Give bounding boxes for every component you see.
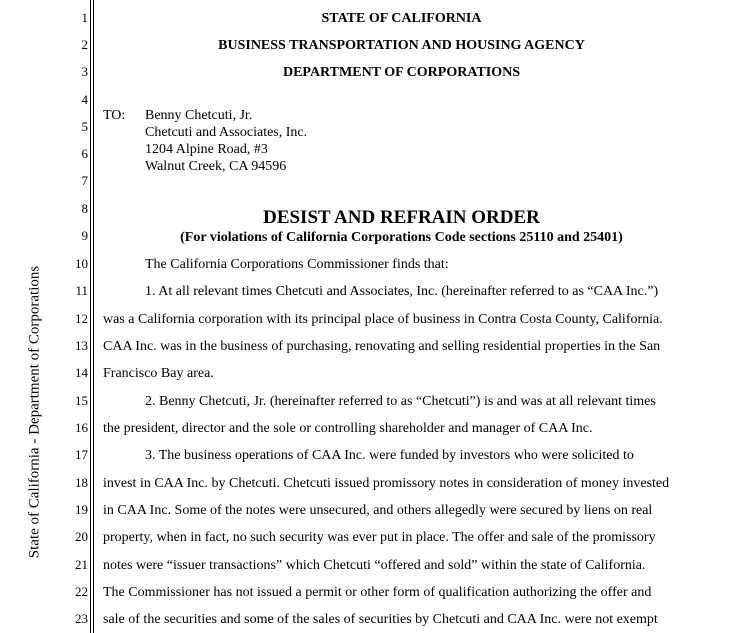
body-line-20: property, when in fact, no such security was ever put in place. The offer and sale of the promissory: [103, 530, 656, 545]
body-line-11: 1. At all relevant times Chetcuti and Associates, Inc. (hereinafter referred to as “CAA Inc.”): [145, 284, 659, 299]
line-number: 10: [75, 256, 88, 271]
line-number: 6: [81, 146, 88, 161]
order-subtitle: (For violations of California Corporations Code sections 25110 and 25401): [180, 230, 623, 245]
line-number: 13: [75, 338, 88, 353]
line-number: 7: [81, 173, 88, 188]
body-line-23: sale of the securities and some of the sales of securities by Chetcuti and CAA Inc. were not exempt: [103, 612, 658, 627]
line-number: 14: [75, 365, 88, 380]
body-line-17: 3. The business operations of CAA Inc. were funded by investors who were solicited to: [145, 448, 634, 463]
line-number: 23: [75, 611, 88, 626]
line-number: 15: [75, 393, 88, 408]
sidebar-agency-label: State of California - Department of Corporations: [26, 265, 43, 559]
body-line-19: in CAA Inc. Some of the notes were unsecured, and others allegedly were secured by liens on real: [103, 503, 653, 518]
recipient-name: Benny Chetcuti, Jr.: [145, 108, 253, 123]
line-number: 20: [75, 529, 88, 544]
body-line-12: was a California corporation with its principal place of business in Contra Costa County, California.: [103, 312, 663, 327]
left-margin: [0, 0, 58, 633]
header-state: STATE OF CALIFORNIA: [321, 11, 482, 26]
body-line-16: the president, director and the sole or controlling shareholder and manager of CAA Inc.: [103, 421, 593, 436]
line-number: 3: [81, 64, 88, 79]
margin-rule-right: [93, 0, 94, 633]
recipient-company: Chetcuti and Associates, Inc.: [145, 125, 308, 140]
body-line-10: The California Corporations Commissioner finds that:: [145, 257, 449, 272]
line-number-column: [58, 0, 90, 633]
header-department: DEPARTMENT OF CORPORATIONS: [282, 65, 520, 80]
line-number: 11: [75, 283, 88, 298]
line-number: 2: [81, 37, 88, 52]
line-number: 9: [81, 228, 88, 243]
line-number: 12: [75, 311, 88, 326]
line-number: 4: [81, 92, 88, 107]
body-line-18: invest in CAA Inc. by Chetcuti. Chetcuti issued promissory notes in consideration of money invested: [103, 476, 670, 491]
body-line-14: Francisco Bay area.: [103, 366, 214, 381]
line-number: 5: [81, 119, 88, 134]
order-title: DESIST AND REFRAIN ORDER: [263, 207, 540, 228]
line-number: 19: [75, 502, 88, 517]
to-label: TO:: [103, 108, 126, 123]
line-number: 16: [75, 420, 88, 435]
recipient-street: 1204 Alpine Road, #3: [145, 142, 268, 157]
document-body: [103, 0, 700, 633]
body-line-13: CAA Inc. was in the business of purchasing, renovating and selling residential properties in the San: [103, 339, 661, 354]
line-number: 8: [81, 201, 88, 216]
body-line-21: notes were “issuer transactions” which Chetcuti “offered and sold” within the state of California.: [103, 558, 646, 573]
body-line-22: The Commissioner has not issued a permit or other form of qualification authorizing the offer and: [103, 585, 652, 600]
line-number: 21: [75, 557, 88, 572]
line-number: 17: [75, 447, 88, 462]
recipient-city: Walnut Creek, CA 94596: [145, 159, 287, 174]
line-number: 1: [81, 10, 88, 25]
line-number: 22: [75, 584, 88, 599]
line-number: 18: [75, 475, 88, 490]
header-agency: BUSINESS TRANSPORTATION AND HOUSING AGENCY: [218, 38, 585, 53]
margin-rule-left: [90, 0, 91, 633]
body-line-15: 2. Benny Chetcuti, Jr. (hereinafter referred to as “Chetcuti”) is and was at all relevant times: [145, 394, 656, 409]
